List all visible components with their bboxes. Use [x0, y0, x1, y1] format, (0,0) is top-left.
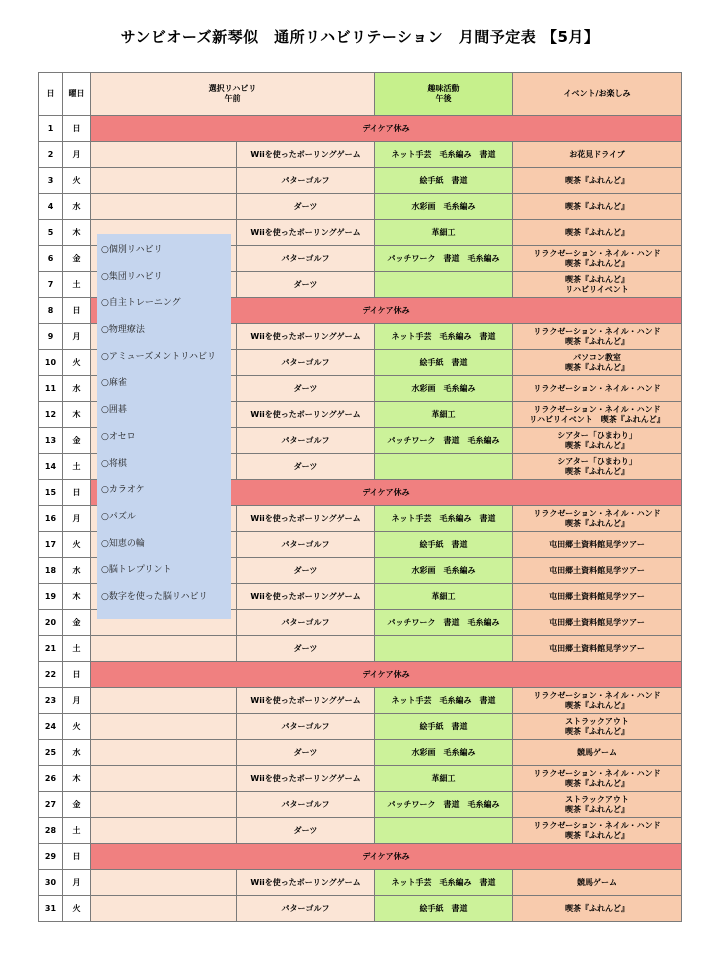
day-number: 6 [39, 246, 63, 272]
hobby-cell: ネット手芸 毛糸編み 書道 [375, 324, 513, 350]
exercise-cell: Wiiを使ったボーリングゲーム [237, 402, 375, 428]
rehab-option: ○アミューズメントリハビリ [101, 351, 216, 362]
closed-cell: デイケア休み [91, 480, 682, 506]
exercise-cell: Wiiを使ったボーリングゲーム [237, 506, 375, 532]
day-number: 23 [39, 688, 63, 714]
event-line: 喫茶『ふれんど』 [565, 466, 630, 476]
event-cell [513, 532, 682, 558]
day-number: 29 [39, 844, 63, 870]
rehab-option: ○カラオケ [101, 485, 145, 496]
day-number: 17 [39, 532, 63, 558]
event-line: 屯田郷土資料館見学ツアー [549, 591, 645, 601]
event-line: リラクゼーション・ネイル・ハンド [533, 768, 661, 778]
weekday: 月 [63, 506, 91, 532]
day-number: 31 [39, 896, 63, 922]
day-row [39, 194, 682, 220]
rehab-options-box [97, 234, 231, 619]
event-cell [513, 558, 682, 584]
hobby-cell: 絵手紙 書道 [375, 714, 513, 740]
header-hobby [375, 73, 513, 116]
event-cell [513, 636, 682, 662]
event-line: お花見ドライブ [569, 149, 625, 159]
weekday: 土 [63, 636, 91, 662]
day-row [39, 844, 682, 870]
weekday: 水 [63, 558, 91, 584]
am-cell [91, 896, 237, 922]
day-number: 26 [39, 766, 63, 792]
weekday: 日 [63, 662, 91, 688]
am-cell [91, 714, 237, 740]
am-cell [91, 792, 237, 818]
event-cell [513, 350, 682, 376]
day-number: 11 [39, 376, 63, 402]
day-number: 2 [39, 142, 63, 168]
exercise-cell: Wiiを使ったボーリングゲーム [237, 766, 375, 792]
event-line: 喫茶『ふれんど』 [565, 175, 630, 185]
am-cell [91, 870, 237, 896]
day-number: 9 [39, 324, 63, 350]
weekday: 金 [63, 428, 91, 454]
event-line: リラクゼーション・ネイル・ハンド [533, 404, 661, 414]
exercise-cell: ダーツ [237, 194, 375, 220]
exercise-cell: パターゴルフ [237, 428, 375, 454]
rehab-option: ○数字を使った脳リハビリ [101, 591, 208, 602]
closed-cell: デイケア休み [91, 662, 682, 688]
event-line: ストラックアウト [565, 794, 629, 804]
exercise-cell: Wiiを使ったボーリングゲーム [237, 584, 375, 610]
day-row [39, 792, 682, 818]
event-line: 喫茶『ふれんど』 [565, 227, 630, 237]
rehab-option: ○知恵の輪 [101, 538, 145, 549]
day-number: 15 [39, 480, 63, 506]
exercise-cell: ダーツ [237, 740, 375, 766]
hobby-cell: パッチワーク 書道 毛糸編み [375, 246, 513, 272]
header-hobby-label: 趣味活動 [427, 84, 460, 93]
weekday: 水 [63, 376, 91, 402]
event-line: 喫茶『ふれんど』 [565, 804, 630, 814]
page-title: サンビオーズ新琴似 通所リハビリテーション 月間予定表 【5月】 [120, 28, 600, 46]
event-line: ストラックアウト [565, 716, 629, 726]
hobby-cell: 絵手紙 書道 [375, 168, 513, 194]
hobby-cell: 水彩画 毛糸編み [375, 194, 513, 220]
hobby-cell: 水彩画 毛糸編み [375, 558, 513, 584]
day-number: 16 [39, 506, 63, 532]
event-cell [513, 428, 682, 454]
event-line: リラクゼーション・ネイル・ハンド [533, 820, 661, 830]
event-cell [513, 584, 682, 610]
exercise-cell: パターゴルフ [237, 792, 375, 818]
event-cell [513, 194, 682, 220]
event-line: 屯田郷土資料館見学ツアー [549, 565, 645, 575]
day-number: 22 [39, 662, 63, 688]
day-row [39, 870, 682, 896]
event-cell [513, 324, 682, 350]
event-line: 喫茶『ふれんど』 [565, 362, 630, 372]
closed-cell: デイケア休み [91, 116, 682, 142]
rehab-option: ○物理療法 [101, 325, 145, 336]
day-row [39, 766, 682, 792]
hobby-cell: 絵手紙 書道 [375, 532, 513, 558]
day-number: 13 [39, 428, 63, 454]
weekday: 金 [63, 792, 91, 818]
day-number: 25 [39, 740, 63, 766]
day-number: 20 [39, 610, 63, 636]
event-cell [513, 792, 682, 818]
weekday: 土 [63, 272, 91, 298]
event-cell [513, 818, 682, 844]
day-number: 30 [39, 870, 63, 896]
event-line: 喫茶『ふれんど』 [565, 440, 630, 450]
hobby-cell: パッチワーク 書道 毛糸編み [375, 428, 513, 454]
event-cell [513, 220, 682, 246]
exercise-cell: パターゴルフ [237, 532, 375, 558]
weekday: 月 [63, 870, 91, 896]
event-line: 喫茶『ふれんど』 [565, 726, 630, 736]
event-cell [513, 740, 682, 766]
hobby-cell: ネット手芸 毛糸編み 書道 [375, 688, 513, 714]
exercise-cell: パターゴルフ [237, 168, 375, 194]
event-cell [513, 454, 682, 480]
hobby-cell: 革細工 [375, 220, 513, 246]
day-number: 1 [39, 116, 63, 142]
weekday: 火 [63, 714, 91, 740]
am-cell [91, 766, 237, 792]
weekday: 火 [63, 168, 91, 194]
rehab-option: ○集団リハビリ [101, 271, 163, 282]
rehab-option: ○将棋 [101, 458, 127, 469]
day-row [39, 688, 682, 714]
weekday: 日 [63, 480, 91, 506]
hobby-cell: 絵手紙 書道 [375, 350, 513, 376]
event-cell [513, 246, 682, 272]
exercise-cell: Wiiを使ったボーリングゲーム [237, 688, 375, 714]
day-number: 21 [39, 636, 63, 662]
hobby-cell: 革細工 [375, 402, 513, 428]
weekday: 木 [63, 584, 91, 610]
event-line: 喫茶『ふれんど』 [565, 830, 630, 840]
weekday: 水 [63, 194, 91, 220]
day-row [39, 896, 682, 922]
exercise-cell: パターゴルフ [237, 350, 375, 376]
event-line: 競馬ゲーム [577, 877, 618, 887]
exercise-cell: Wiiを使ったボーリングゲーム [237, 220, 375, 246]
header-event: イベント/お楽しみ [513, 73, 682, 116]
day-row [39, 818, 682, 844]
day-number: 3 [39, 168, 63, 194]
weekday: 土 [63, 454, 91, 480]
weekday: 日 [63, 298, 91, 324]
event-line: 喫茶『ふれんど』 [565, 258, 630, 268]
am-cell [91, 818, 237, 844]
closed-cell: デイケア休み [91, 298, 682, 324]
day-number: 19 [39, 584, 63, 610]
day-number: 27 [39, 792, 63, 818]
weekday: 金 [63, 246, 91, 272]
event-line: シアター「ひまわり」 [557, 456, 637, 466]
hobby-cell [375, 818, 513, 844]
event-line: 喫茶『ふれんど』 [565, 336, 630, 346]
hobby-cell: 革細工 [375, 584, 513, 610]
event-line: リラクゼーション・ネイル・ハンド [533, 326, 661, 336]
header-weekday: 曜日 [63, 73, 91, 116]
day-number: 5 [39, 220, 63, 246]
day-row [39, 662, 682, 688]
rehab-option: ○麻雀 [101, 378, 127, 389]
hobby-cell: パッチワーク 書道 毛糸編み [375, 792, 513, 818]
exercise-cell: ダーツ [237, 818, 375, 844]
header-am-label: 選択リハビリ [208, 84, 257, 93]
am-cell [91, 168, 237, 194]
event-line: 屯田郷土資料館見学ツアー [549, 643, 645, 653]
event-cell [513, 376, 682, 402]
rehab-option: ○囲碁 [101, 405, 127, 416]
hobby-cell: ネット手芸 毛糸編み 書道 [375, 142, 513, 168]
exercise-cell: パターゴルフ [237, 714, 375, 740]
am-cell [91, 194, 237, 220]
closed-cell: デイケア休み [91, 844, 682, 870]
am-cell [91, 142, 237, 168]
day-row [39, 168, 682, 194]
day-number: 14 [39, 454, 63, 480]
rehab-option: ○脳トレプリント [101, 565, 172, 576]
event-cell [513, 506, 682, 532]
day-row [39, 116, 682, 142]
weekday: 日 [63, 844, 91, 870]
exercise-cell: ダーツ [237, 376, 375, 402]
exercise-cell: ダーツ [237, 272, 375, 298]
rehab-option: ○個別リハビリ [101, 245, 163, 255]
event-line: 競馬ゲーム [577, 747, 618, 757]
weekday: 日 [63, 116, 91, 142]
day-number: 18 [39, 558, 63, 584]
event-cell [513, 870, 682, 896]
weekday: 金 [63, 610, 91, 636]
event-line: 喫茶『ふれんど』 [565, 274, 630, 284]
weekday: 木 [63, 220, 91, 246]
weekday: 木 [63, 402, 91, 428]
am-cell [91, 740, 237, 766]
weekday: 火 [63, 896, 91, 922]
hobby-cell: パッチワーク 書道 毛糸編み [375, 610, 513, 636]
header-day: 日 [39, 73, 63, 116]
day-number: 10 [39, 350, 63, 376]
event-cell [513, 610, 682, 636]
rehab-option: ○オセロ [101, 431, 136, 442]
event-cell [513, 766, 682, 792]
hobby-cell: 革細工 [375, 766, 513, 792]
event-line: 喫茶『ふれんど』 [565, 903, 630, 913]
event-line: リハビリイベント 喫茶『ふれんど』 [529, 414, 665, 424]
header-hobby-sub: 午後 [435, 94, 452, 103]
hobby-cell: 水彩画 毛糸編み [375, 376, 513, 402]
event-line: パソコン教室 [573, 352, 621, 362]
event-line: 屯田郷土資料館見学ツアー [549, 539, 645, 549]
hobby-cell: 絵手紙 書道 [375, 896, 513, 922]
exercise-cell: ダーツ [237, 636, 375, 662]
exercise-cell: Wiiを使ったボーリングゲーム [237, 142, 375, 168]
event-line: リラクゼーション・ネイル・ハンド [533, 508, 661, 518]
hobby-cell: ネット手芸 毛糸編み 書道 [375, 870, 513, 896]
header-row [39, 73, 682, 116]
rehab-option: ○パズル [101, 511, 136, 522]
weekday: 火 [63, 350, 91, 376]
event-line: 喫茶『ふれんど』 [565, 201, 630, 211]
exercise-cell: パターゴルフ [237, 896, 375, 922]
rehab-options-list [97, 234, 231, 614]
hobby-cell: ネット手芸 毛糸編み 書道 [375, 506, 513, 532]
day-number: 12 [39, 402, 63, 428]
header-am [91, 73, 375, 116]
weekday: 月 [63, 688, 91, 714]
day-number: 7 [39, 272, 63, 298]
weekday: 水 [63, 740, 91, 766]
event-cell [513, 272, 682, 298]
event-line: 喫茶『ふれんど』 [565, 518, 630, 528]
weekday: 木 [63, 766, 91, 792]
event-cell [513, 168, 682, 194]
event-line: リラクゼーション・ネイル・ハンド [533, 248, 661, 258]
am-cell [91, 688, 237, 714]
event-line: リラクゼーション・ネイル・ハンド [533, 690, 661, 700]
event-cell [513, 142, 682, 168]
exercise-cell: Wiiを使ったボーリングゲーム [237, 870, 375, 896]
weekday: 土 [63, 818, 91, 844]
am-cell [91, 636, 237, 662]
hobby-cell [375, 454, 513, 480]
exercise-cell: ダーツ [237, 558, 375, 584]
day-number: 4 [39, 194, 63, 220]
day-number: 28 [39, 818, 63, 844]
exercise-cell: Wiiを使ったボーリングゲーム [237, 324, 375, 350]
rehab-option: ○自主トレーニング [101, 298, 181, 309]
day-row [39, 636, 682, 662]
event-cell [513, 402, 682, 428]
event-line: 喫茶『ふれんど』 [565, 778, 630, 788]
event-line: リハビリイベント [565, 284, 629, 294]
event-line: シアター「ひまわり」 [557, 430, 637, 440]
hobby-cell [375, 272, 513, 298]
weekday: 火 [63, 532, 91, 558]
day-row [39, 740, 682, 766]
day-number: 24 [39, 714, 63, 740]
event-cell [513, 714, 682, 740]
day-row [39, 142, 682, 168]
weekday: 月 [63, 324, 91, 350]
event-cell [513, 896, 682, 922]
weekday: 月 [63, 142, 91, 168]
exercise-cell: パターゴルフ [237, 610, 375, 636]
hobby-cell: 水彩画 毛糸編み [375, 740, 513, 766]
day-row [39, 714, 682, 740]
hobby-cell [375, 636, 513, 662]
event-cell [513, 688, 682, 714]
exercise-cell: ダーツ [237, 454, 375, 480]
event-line: リラクゼーション・ネイル・ハンド [533, 383, 661, 393]
event-line: 喫茶『ふれんど』 [565, 700, 630, 710]
header-am-sub: 午前 [224, 94, 241, 103]
day-number: 8 [39, 298, 63, 324]
event-line: 屯田郷土資料館見学ツアー [549, 617, 645, 627]
exercise-cell: パターゴルフ [237, 246, 375, 272]
